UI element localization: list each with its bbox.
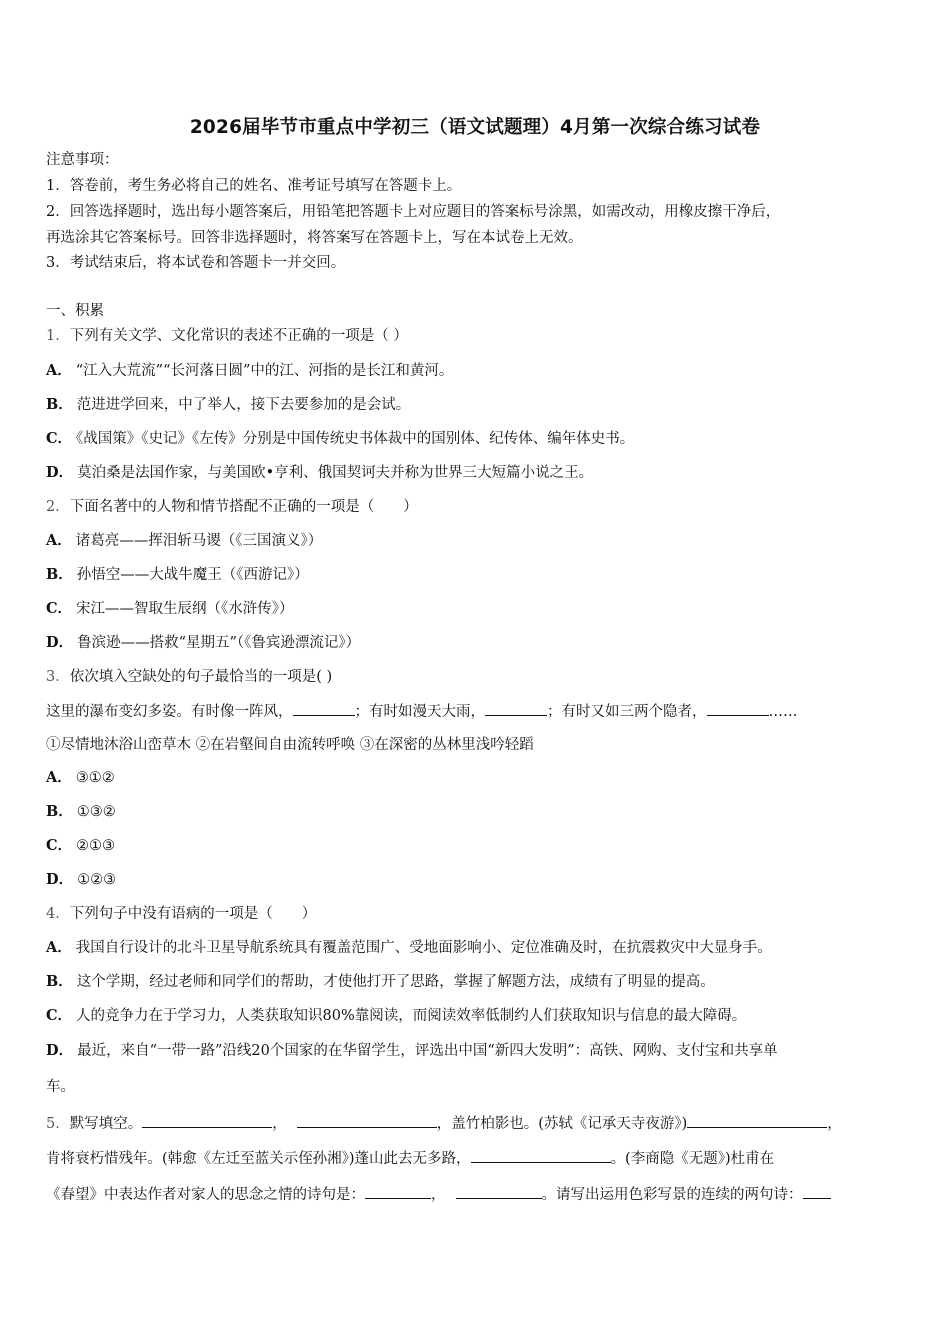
option-text: 人的竞争力在于学习力，人类获取知识80%靠阅读，而阅读效率低制约人们获取知识与信息的最大障碍。 [76,1008,747,1024]
question-5-line [46,1148,908,1169]
section-heading: 一、积累 [46,303,104,319]
question-text: ，盖竹柏影也。(苏轼《记承天寺夜游》) [436,1116,688,1132]
option [46,463,908,483]
question-2-stem [46,497,908,517]
option-label: D． [46,634,74,651]
option-text: ①②③ [77,872,117,888]
option-label: A． [46,939,72,956]
passage-text: 这里的瀑布变幻多姿。有时像一阵风， [46,704,293,720]
question-4-stem [46,904,908,924]
option-text: “江入大荒流”“长河落日圆”中的江、河指的是长江和黄河。 [75,363,454,379]
question-text: ， [431,1187,446,1203]
option-label: B． [46,396,73,413]
option-text: 最近，来自“一带一路”沿线20个国家的在华留学生，评选出中国“新四大发明”：高铁、网购、支付宝和共享单 [77,1043,778,1059]
notice-item: 再选涂其它答案标号。回答非选择题时，将答案写在答题卡上，写在本试卷上无效。 [46,230,583,246]
option-text: 宋江——智取生辰纲（《水浒传》） [76,601,294,617]
notice-item: 2．回答选择题时，选出每小题答案后，用铅笔把答题卡上对应题目的答案标号涂黑，如需改动，用橡皮擦干净后， [46,204,781,220]
fill-blank [456,1184,542,1199]
option [46,361,908,381]
notice-item: 1．答卷前，考生务必将自己的姓名、准考证号填写在答题卡上。 [46,178,462,194]
fill-blank [485,701,547,716]
option [46,633,908,653]
question-5-line [46,1184,908,1205]
option-text: 诸葛亮——挥泪斩马谡（《三国演义》） [75,533,323,549]
question-number: 2． [46,499,70,515]
question-5-line [46,1113,908,1134]
fill-blank [297,1113,437,1128]
option [46,768,908,788]
option-label: D． [46,871,74,888]
question-number: 1． [46,328,70,344]
option-text: 《战国策》《史记》《左传》分别是中国传统史书体裁中的国别体、纪传体、编年体史书。 [76,431,635,447]
option-label: D． [46,1042,74,1059]
option [46,429,908,449]
option [46,395,908,415]
option [46,938,908,958]
option [46,599,908,619]
question-number: 3． [46,669,70,685]
option [46,802,908,822]
option-label: A． [46,769,72,786]
question-text: ， [272,1116,287,1132]
option-label: C． [46,1007,73,1024]
question-text: 下列句子中没有语病的一项是（ ） [69,906,317,922]
question-text: 依次填入空缺处的句子最恰当的一项是( ) [69,669,333,685]
fill-blank [293,701,355,716]
passage-text: …… [768,704,798,720]
option [46,1041,908,1061]
fill-blank [142,1113,272,1128]
question-text: 。(李商隐《无题》)杜甫在 [610,1151,775,1167]
question-1-stem [46,326,908,346]
question-text: 下面名著中的人物和情节搭配不正确的一项是（ ） [69,499,418,515]
notice-heading: 注意事项： [46,152,119,168]
passage [46,701,908,722]
option-text: 我国自行设计的北斗卫星导航系统具有覆盖范围广、受地面影响小、定位准确及时，在抗震救灾中大显身手。 [75,940,772,956]
option [46,836,908,856]
option-label: A． [46,362,72,379]
option-label: C． [46,600,73,617]
question-number: 4． [46,906,70,922]
question-number: 5． [46,1116,70,1132]
fill-blank [471,1148,611,1163]
option [46,565,908,585]
option-label: B． [46,566,73,583]
passage-text: ；有时如漫天大雨， [354,704,485,720]
option-label: A． [46,532,72,549]
fill-blank [707,701,769,716]
question-text: ， [827,1116,842,1132]
option [46,870,908,890]
question-text: 。请写出运用色彩写景的连续的两句诗： [541,1187,803,1203]
sentence-choices: ①尽情地沐浴山峦草木 ②在岩壑间自由流转呼唤 ③在深密的丛林里浅吟轻蹈 [46,737,534,753]
option-label: D． [46,464,74,481]
option-text: 莫泊桑是法国作家，与美国欧•亨利、俄国契诃夫并称为世界三大短篇小说之王。 [77,465,594,481]
question-3-stem [46,667,908,687]
passage-text: ；有时又如三两个隐者， [547,704,707,720]
option-label: C． [46,430,73,447]
option [46,1006,908,1026]
question-text: 肯将衰朽惜残年。(韩愈《左迁至蓝关示侄孙湘》)蓬山此去无多路， [46,1151,471,1167]
question-text: 默写填空。 [69,1116,143,1132]
option-text: 这个学期，经过老师和同学们的帮助，才使他打开了思路，掌握了解题方法，成绩有了明显的提高。 [76,974,715,990]
option-text: ①③② [76,804,116,820]
fill-blank [687,1113,827,1128]
fill-blank [803,1184,831,1199]
option-label: B． [46,803,73,820]
option-text: ②①③ [76,838,116,854]
question-text: 下列有关文学、文化常识的表述不正确的一项是（ ） [69,328,408,344]
option-text: 孙悟空——大战牛魔王（《西游记》） [76,567,309,583]
option [46,972,908,992]
option-text: 鲁滨逊——搭救“星期五”（《鲁宾逊漂流记》） [77,635,361,651]
option-label: C． [46,837,73,854]
question-text: 《春望》中表达作者对家人的思念之情的诗句是： [46,1187,365,1203]
exam-title: 2026届毕节市重点中学初三（语文试题理）4月第一次综合练习试卷 [189,117,761,138]
option-label: B． [46,973,73,990]
option-text: ③①② [75,770,115,786]
option-text: 范进进学回来，中了举人，接下去要参加的是会试。 [76,397,411,413]
fill-blank [365,1184,431,1199]
option [46,531,908,551]
option-continuation: 车。 [46,1079,75,1095]
notice-item: 3．考试结束后，将本试卷和答题卡一并交回。 [46,255,346,271]
